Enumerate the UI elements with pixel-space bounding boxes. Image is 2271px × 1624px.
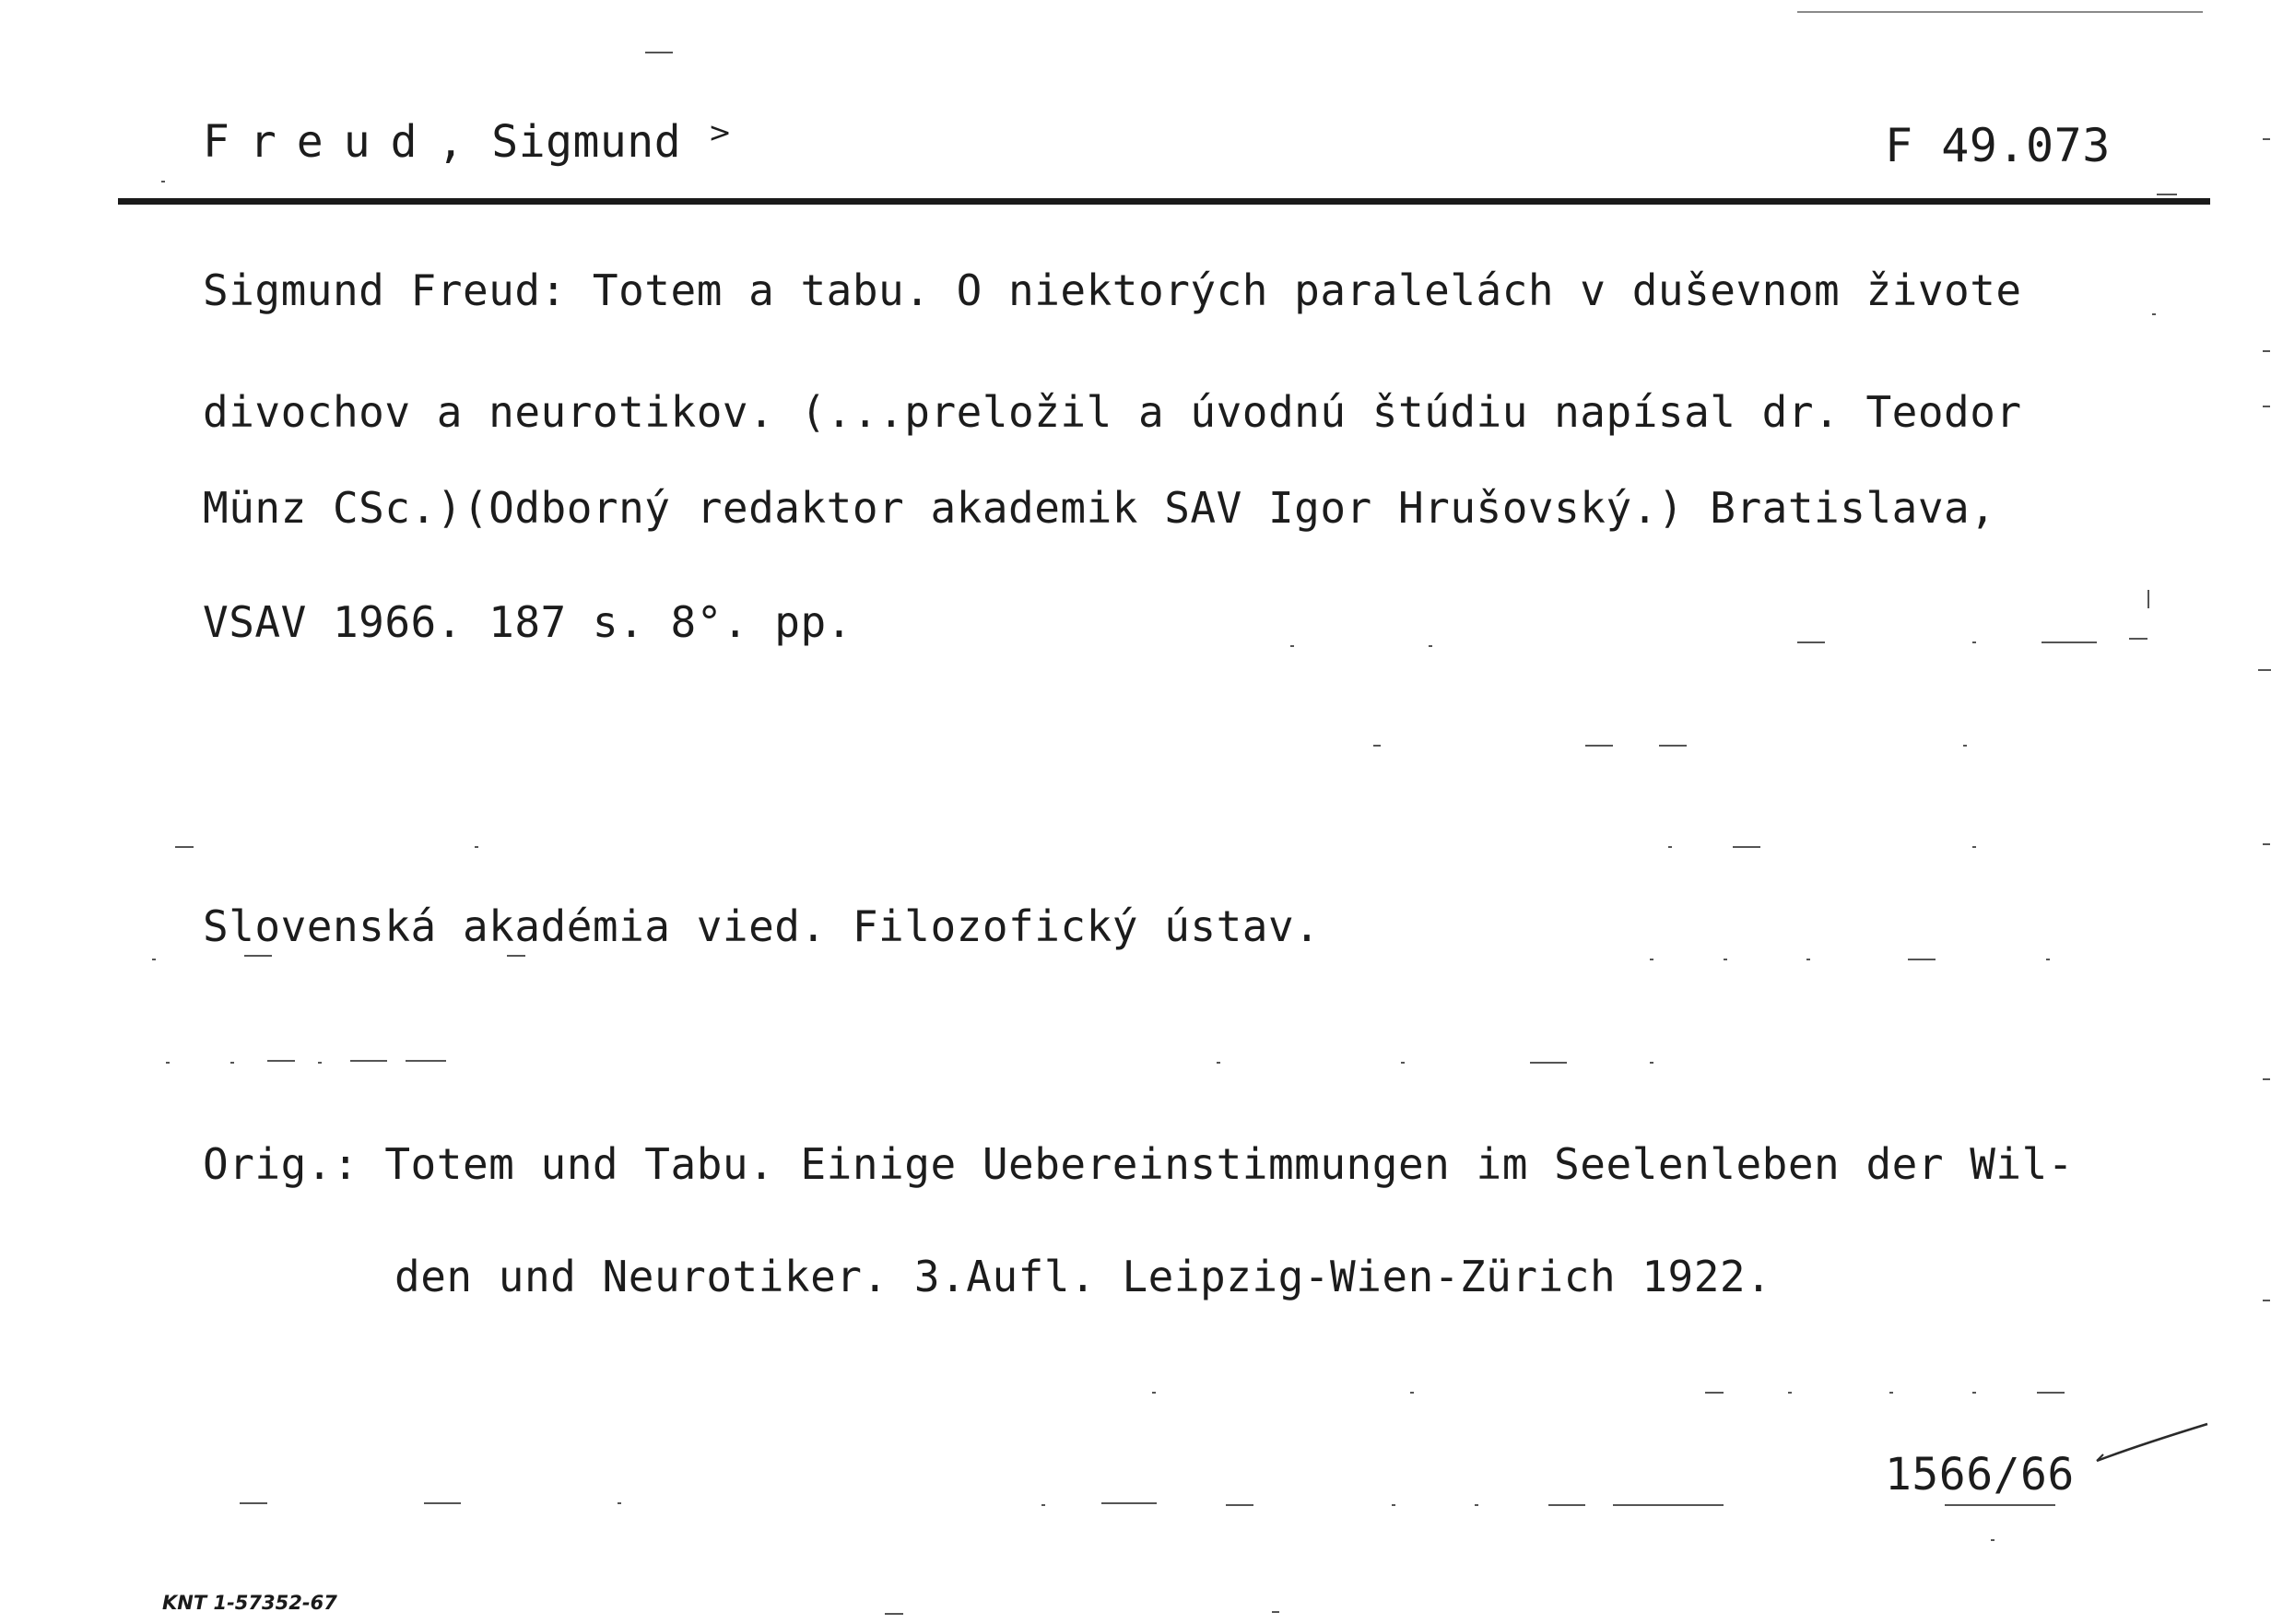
original-title-line-1: Orig.: Totem und Tabu. Einige Uebereinstimmungen im Seelenleben der Wil- [203, 1139, 2074, 1189]
author-surname: Freud [203, 116, 438, 168]
author-forename: , Sigmund [437, 116, 682, 168]
description-line-1: Sigmund Freud: Totem a tabu. O niektorých paralelách v duševnom živote [203, 265, 2022, 315]
accession-number: 1566/66 [1885, 1449, 2075, 1500]
description-line-3: Münz CSc.)(Odborný redaktor akademik SAV Igor Hrušovský.) Bratislava, [203, 483, 1996, 533]
original-title-line-2: den und Neurotiker. 3.Aufl. Leipzig-Wien-Zürich 1922. [394, 1252, 1772, 1301]
call-number: F 49.073 [1885, 119, 2111, 172]
description-line-4: VSAV 1966. 187 s. 8°. pp. [203, 597, 853, 647]
pencil-mark: > [708, 117, 733, 149]
description-line-2: divochov a neurotikov. (...preložil a úvodnú štúdiu napísal dr. Teodor [203, 387, 2022, 437]
institution-note: Slovenská akadémia vied. Filozofický ústav. [203, 901, 1321, 951]
printer-mark: KNT 1-57352-67 [162, 1592, 337, 1614]
